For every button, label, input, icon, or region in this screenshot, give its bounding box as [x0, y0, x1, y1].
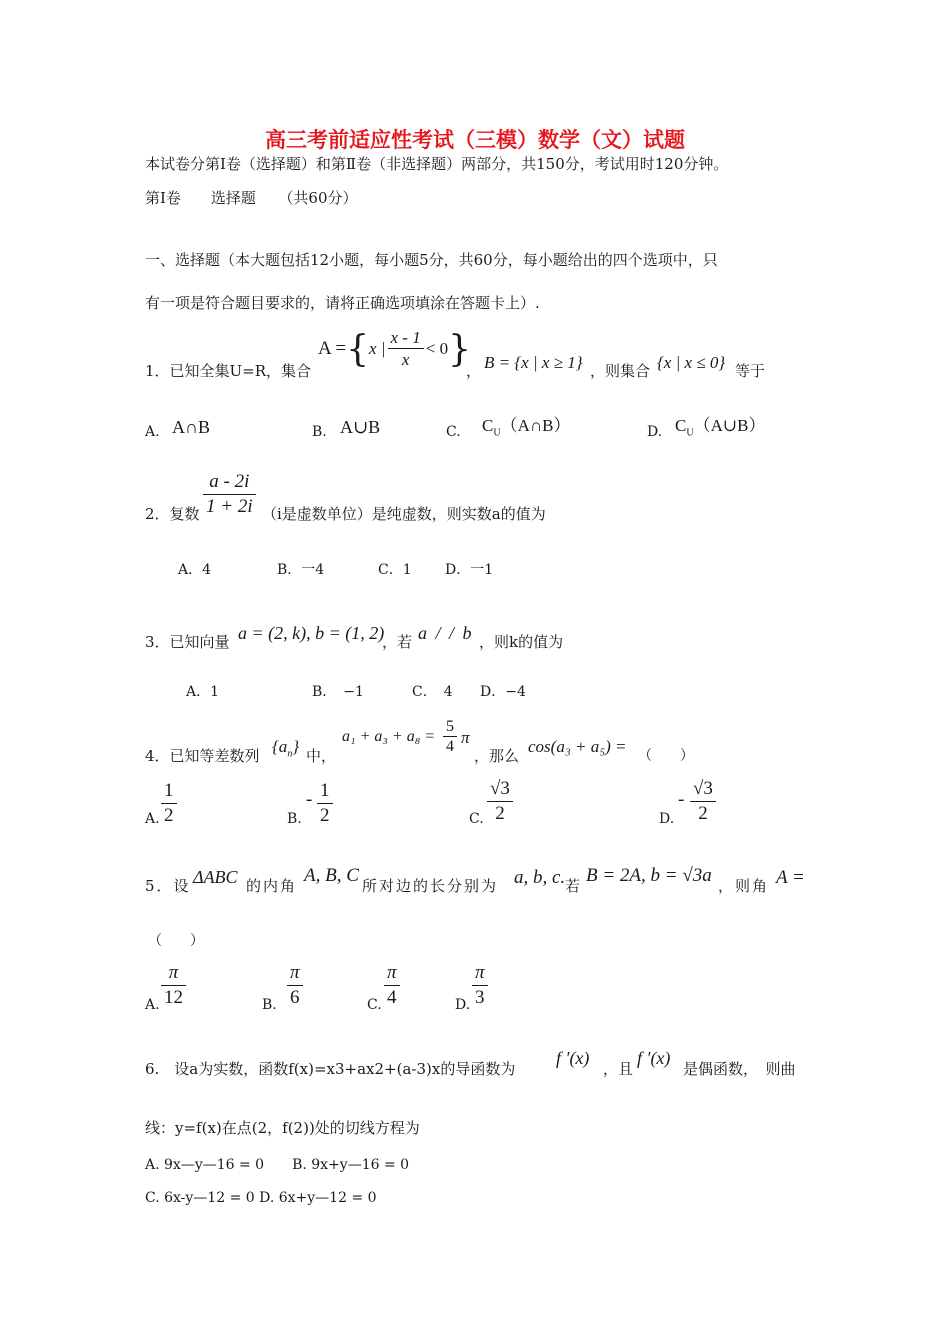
q3-option-b: B． −1 — [312, 684, 364, 700]
q5-ask: A = — [776, 867, 805, 888]
q5-option-c-label: C. — [367, 997, 382, 1013]
q5-option-a-fraction: $\frac{\pi}{12}$ — [161, 962, 186, 1010]
q5-option-c-fraction: $\frac{\pi}{4}$ — [384, 962, 400, 1010]
q1-option-b-text: A∪B — [340, 417, 381, 437]
q4-option-d-sign: - — [678, 789, 685, 810]
q1-set-a-numerator: x - 1 — [388, 328, 424, 349]
q2-suffix: （i是虚数单位）是纯虚数，则实数a的值为 — [262, 505, 546, 523]
q1-suffix: 等于 — [735, 362, 766, 380]
q2-denominator: 1 + 2i — [206, 495, 253, 517]
q5-triangle: ΔABC — [193, 867, 238, 887]
q4-condition-fraction: $\frac{5}{4}$ — [443, 717, 457, 757]
q6-line1b: ，且 — [603, 1060, 634, 1078]
q1-option-c-label: C. — [446, 424, 461, 440]
q1-option-b-label: B. — [312, 424, 327, 440]
q3-suffix: ，则k的值为 — [479, 633, 564, 651]
q4-option-c-fraction: $\frac{√3}{2}$ — [487, 778, 513, 826]
section1-instructions-line2: 有一项是符合题目要求的，请将正确选项填涂在答题卡上）. — [145, 294, 540, 312]
q3-option-c: C． 4 — [412, 684, 453, 700]
q3-option-d: D．−4 — [480, 684, 526, 700]
q4-mid2: ，那么 — [474, 747, 520, 765]
q6-derivative-2: f ′(x) — [637, 1048, 671, 1068]
q5-angles: A, B, C — [304, 865, 359, 886]
section1-instructions-line1: 一、选择题（本大题包括12小题，每小题5分，共60分，每小题给出的四个选项中，只 — [145, 251, 718, 269]
q6-options-cd: C. 6x-y—12 = 0 D. 6x+y—12 = 0 — [145, 1190, 377, 1206]
q5-text1: 的内角 — [246, 877, 298, 895]
q2-option-d: D．一1 — [445, 562, 494, 578]
q6-derivative: f ′(x) — [556, 1048, 590, 1068]
q2-option-c: C．1 — [378, 562, 412, 578]
q1-set-a-lhs: A = — [318, 338, 347, 360]
q4-ask: cos(a₃ + a₅) = — [528, 737, 627, 756]
q5-text3: 若 — [565, 877, 581, 895]
q4-option-b-sign: - — [306, 789, 313, 810]
q5-paren: （ ） — [148, 933, 204, 949]
q2-option-b: B．一4 — [277, 562, 325, 578]
q3-option-a: A．1 — [186, 684, 220, 700]
q5-sides: a, b, c. — [514, 867, 566, 888]
part1-heading: 第Ⅰ卷 选择题 （共60分） — [145, 189, 358, 207]
q1-sep: ， — [466, 362, 482, 380]
q1-option-d-text: $C_U(A\cup B)$ — [675, 416, 766, 439]
q4-option-c-label: C. — [469, 811, 484, 827]
q2-numerator: a - 2i — [203, 471, 256, 495]
q5-option-a-label: A. — [145, 997, 160, 1013]
q5-text4: ，则角 — [718, 877, 770, 895]
q4-option-a-label: A. — [145, 811, 160, 827]
q1-mid: ，则集合 — [590, 362, 651, 380]
q5-option-d-fraction: $\frac{\pi}{3}$ — [472, 962, 488, 1010]
q6-line2: 线：y=f(x)在点(2，f(2))处的切线方程为 — [145, 1119, 420, 1137]
q4-option-b-label: B. — [287, 811, 302, 827]
q1-prefix: 1．已知全集U=R，集合 — [145, 362, 312, 380]
q3-mid: ，若 — [382, 633, 413, 651]
q5-condition: B = 2A, b = √3a — [586, 865, 712, 886]
q3-parallel: a / / b — [418, 623, 472, 643]
q4-option-d-fraction: $\frac{√3}{2}$ — [690, 778, 716, 826]
q4-pi: π — [461, 728, 470, 747]
q4-mid: 中， — [306, 747, 337, 765]
q6-line1a: 6. 设a为实数，函数f(x)=x3+ax2+(a-3)x的导函数为 — [145, 1060, 516, 1078]
q3-prefix: 3．已知向量 — [145, 633, 230, 651]
q1-option-a-label: A. — [145, 424, 160, 440]
q1-set-b: B = {x | x ≥ 1} — [484, 353, 583, 372]
q5-text2: 所对边的长分别为 — [362, 877, 499, 895]
q1-set-a: A = { x | $\frac{x - 1}{x}$ < 0 } — [318, 328, 471, 370]
q5-prefix: 5．设 — [145, 877, 191, 895]
q2-option-a: A．4 — [178, 562, 212, 578]
q1-option-a-text: A∩B — [172, 417, 211, 437]
q5-option-b-fraction: $\frac{\pi}{6}$ — [287, 962, 303, 1010]
q4-option-d-label: D. — [659, 811, 675, 827]
q5-option-b-label: B. — [262, 997, 277, 1013]
q1-set-c: {x | x ≤ 0} — [657, 353, 726, 372]
q4-prefix: 4．已知等差数列 — [145, 747, 260, 765]
q1-option-c-text: $C_U(A\cap B)$ — [482, 416, 571, 439]
q6-line1c: 是偶函数， 则曲 — [683, 1060, 796, 1078]
q6-options-ab: A. 9x—y—16 = 0 B. 9x+y—16 = 0 — [145, 1157, 410, 1173]
intro-text: 本试卷分第Ⅰ卷（选择题）和第Ⅱ卷（非选择题）两部分，共150分，考试用时120分钟。 — [145, 155, 729, 173]
q4-option-b-fraction: $\frac{1}{2}$ — [317, 780, 333, 828]
q1-set-a-denominator: x — [401, 350, 410, 370]
q4-option-a-fraction: $\frac{1}{2}$ — [161, 780, 177, 828]
q5-option-d-label: D. — [455, 997, 471, 1013]
q1-set-a-relation: < 0 — [425, 339, 449, 359]
q1-set-a-pre: x | — [369, 339, 386, 359]
q4-condition: a₁ + a₃ + a₈ = — [342, 728, 436, 745]
q4-sequence: $\{a_n\}$ — [272, 737, 300, 760]
q2-fraction — [203, 471, 256, 519]
q1-set-a-fraction — [388, 328, 424, 371]
page-title: 高三考前适应性考试（三模）数学（文）试题 — [265, 127, 685, 152]
q2-prefix: 2．复数 — [145, 505, 200, 523]
q4-paren: （ ） — [638, 748, 694, 764]
q3-vectors: a = (2, k), b = (1, 2) — [238, 623, 385, 643]
q1-option-d-label: D. — [647, 424, 663, 440]
